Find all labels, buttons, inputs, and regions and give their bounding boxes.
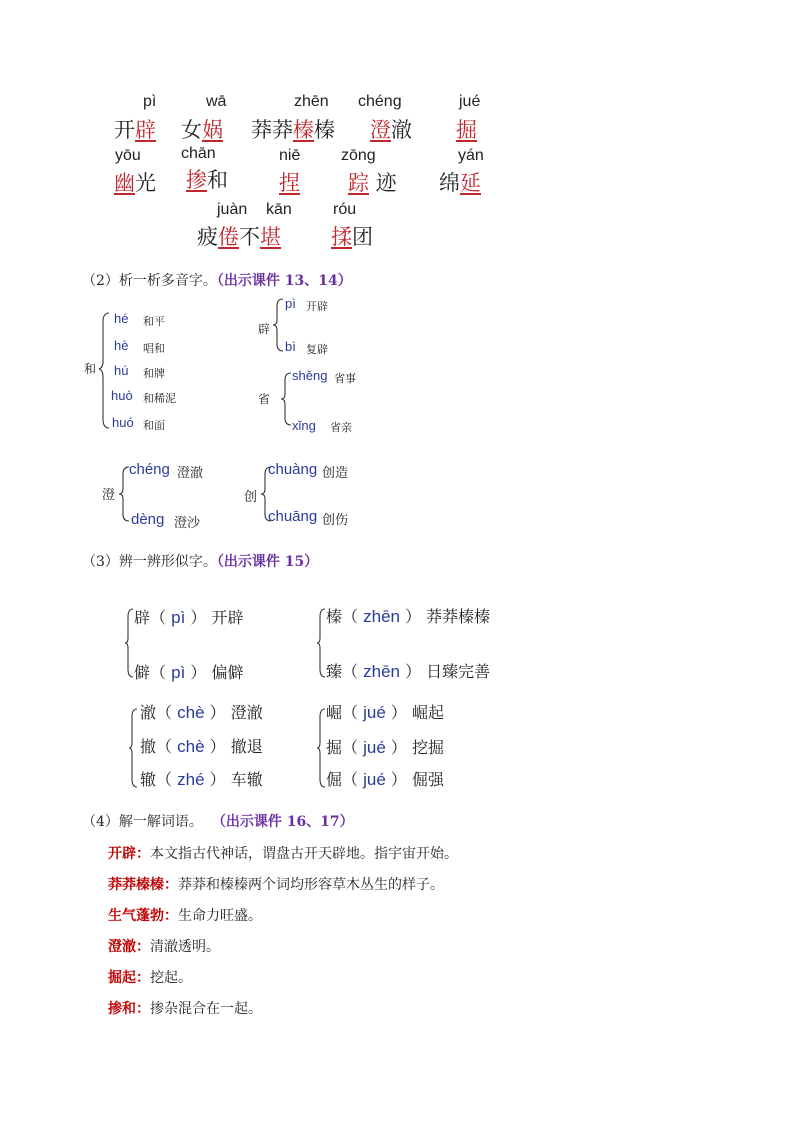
definition-item: 莽莽榛榛：莽莽和榛榛两个词均形容草木丛生的样子。 bbox=[108, 877, 444, 893]
pinyin: huò bbox=[111, 388, 133, 403]
word: 澄沙 bbox=[174, 516, 201, 531]
similar-char-item: 掘（ jué ） 挖掘 bbox=[326, 738, 444, 757]
vocab-word: 绵延 bbox=[439, 171, 481, 195]
pinyin: wā bbox=[206, 93, 227, 110]
pinyin: huó bbox=[112, 415, 134, 430]
pinyin: hé bbox=[114, 311, 129, 326]
pinyin: zhēn bbox=[294, 93, 329, 110]
pinyin: chān bbox=[181, 145, 216, 162]
brace bbox=[272, 298, 284, 352]
vocab-word: 幽光 bbox=[114, 171, 156, 195]
polyphone-char: 创 bbox=[244, 490, 258, 505]
pinyin: juàn bbox=[217, 201, 248, 218]
brace bbox=[124, 608, 134, 678]
vocab-word: 开辟 bbox=[114, 118, 156, 142]
section-heading: （4）解一解词语。 （出示课件 16、17） bbox=[82, 814, 354, 830]
vocab-word: 踪 迹 bbox=[348, 171, 397, 195]
polyphone-char: 和 bbox=[84, 362, 97, 376]
vocab-word: 掺和 bbox=[186, 168, 228, 192]
word: 开辟 bbox=[306, 300, 328, 313]
pinyin: zōng bbox=[341, 147, 376, 164]
similar-char-item: 辙（ zhé ） 车辙 bbox=[140, 770, 263, 789]
word: 唱和 bbox=[143, 342, 165, 355]
similar-char-item: 僻（ pì ） 偏僻 bbox=[134, 663, 244, 682]
pinyin: shěng bbox=[292, 368, 328, 383]
vocab-word: 掘 bbox=[456, 118, 477, 142]
similar-char-item: 榛（ zhēn ） 莽莽榛榛 bbox=[326, 607, 491, 626]
definition-item: 掺和：掺杂混合在一起。 bbox=[108, 1001, 262, 1017]
word: 和牌 bbox=[143, 367, 165, 380]
word: 省事 bbox=[334, 372, 356, 385]
pinyin: hè bbox=[114, 338, 129, 353]
word: 澄澈 bbox=[177, 466, 204, 481]
section-heading: （3）辨一辨形似字。（出示课件 15） bbox=[82, 554, 319, 570]
definition-item: 掘起：挖起。 bbox=[108, 970, 192, 986]
similar-char-item: 臻（ zhēn ） 日臻完善 bbox=[326, 662, 491, 681]
similar-char-item: 撤（ chè ） 撤退 bbox=[140, 737, 263, 756]
pinyin: hú bbox=[114, 363, 129, 378]
pinyin: bì bbox=[285, 339, 296, 354]
vocab-word: 捏 bbox=[279, 171, 300, 195]
pinyin: niē bbox=[279, 147, 301, 164]
pinyin: pì bbox=[285, 296, 296, 311]
pinyin: xǐng bbox=[292, 418, 316, 433]
polyphone-char: 辟 bbox=[258, 322, 271, 336]
similar-char-item: 澈（ chè ） 澄澈 bbox=[140, 703, 263, 722]
pinyin: yán bbox=[458, 147, 484, 164]
brace bbox=[280, 372, 292, 426]
pinyin: yōu bbox=[115, 147, 141, 164]
courseware-note: （出示课件 15） bbox=[216, 554, 319, 570]
brace bbox=[128, 708, 138, 788]
vocab-word: 女娲 bbox=[181, 118, 223, 142]
polyphone-char: 省 bbox=[258, 392, 271, 406]
definition-item: 澄澈：清澈透明。 bbox=[108, 939, 220, 955]
word: 创造 bbox=[322, 466, 349, 481]
pinyin: chéng bbox=[129, 461, 170, 478]
pinyin: róu bbox=[333, 201, 357, 218]
brace bbox=[316, 708, 326, 788]
definition-item: 生气蓬勃：生命力旺盛。 bbox=[108, 908, 262, 924]
word: 创伤 bbox=[322, 513, 349, 528]
vocab-word: 疲倦不堪 bbox=[197, 225, 281, 249]
section-heading: （2）析一析多音字。（出示课件 13、14） bbox=[82, 273, 352, 289]
similar-char-item: 崛（ jué ） 崛起 bbox=[326, 703, 444, 722]
courseware-note: （出示课件 13、14） bbox=[216, 273, 352, 289]
brace bbox=[98, 312, 110, 430]
word: 和面 bbox=[143, 419, 165, 432]
word: 和平 bbox=[143, 315, 165, 328]
pinyin: dèng bbox=[131, 511, 165, 528]
pinyin: chuàng bbox=[268, 461, 318, 478]
word: 省亲 bbox=[330, 421, 352, 434]
word: 和稀泥 bbox=[143, 392, 176, 405]
vocab-word: 莽莽榛榛 bbox=[251, 118, 335, 142]
similar-char-item: 倔（ jué ） 倔强 bbox=[326, 770, 444, 789]
similar-char-item: 辟（ pì ） 开辟 bbox=[134, 608, 244, 627]
word: 复辟 bbox=[306, 343, 328, 356]
pinyin: chéng bbox=[358, 93, 402, 110]
polyphone-char: 澄 bbox=[102, 488, 116, 503]
brace bbox=[316, 608, 326, 678]
pinyin: pì bbox=[143, 93, 157, 110]
pinyin: chuāng bbox=[268, 508, 318, 525]
vocab-word: 澄澈 bbox=[370, 118, 412, 142]
courseware-note: （出示课件 16、17） bbox=[211, 814, 354, 830]
vocab-word: 揉团 bbox=[331, 225, 373, 249]
pinyin: jué bbox=[459, 93, 481, 110]
pinyin: kān bbox=[266, 201, 292, 218]
definition-item: 开辟：本文指古代神话，谓盘古开天辟地。指宇宙开始。 bbox=[108, 846, 458, 862]
